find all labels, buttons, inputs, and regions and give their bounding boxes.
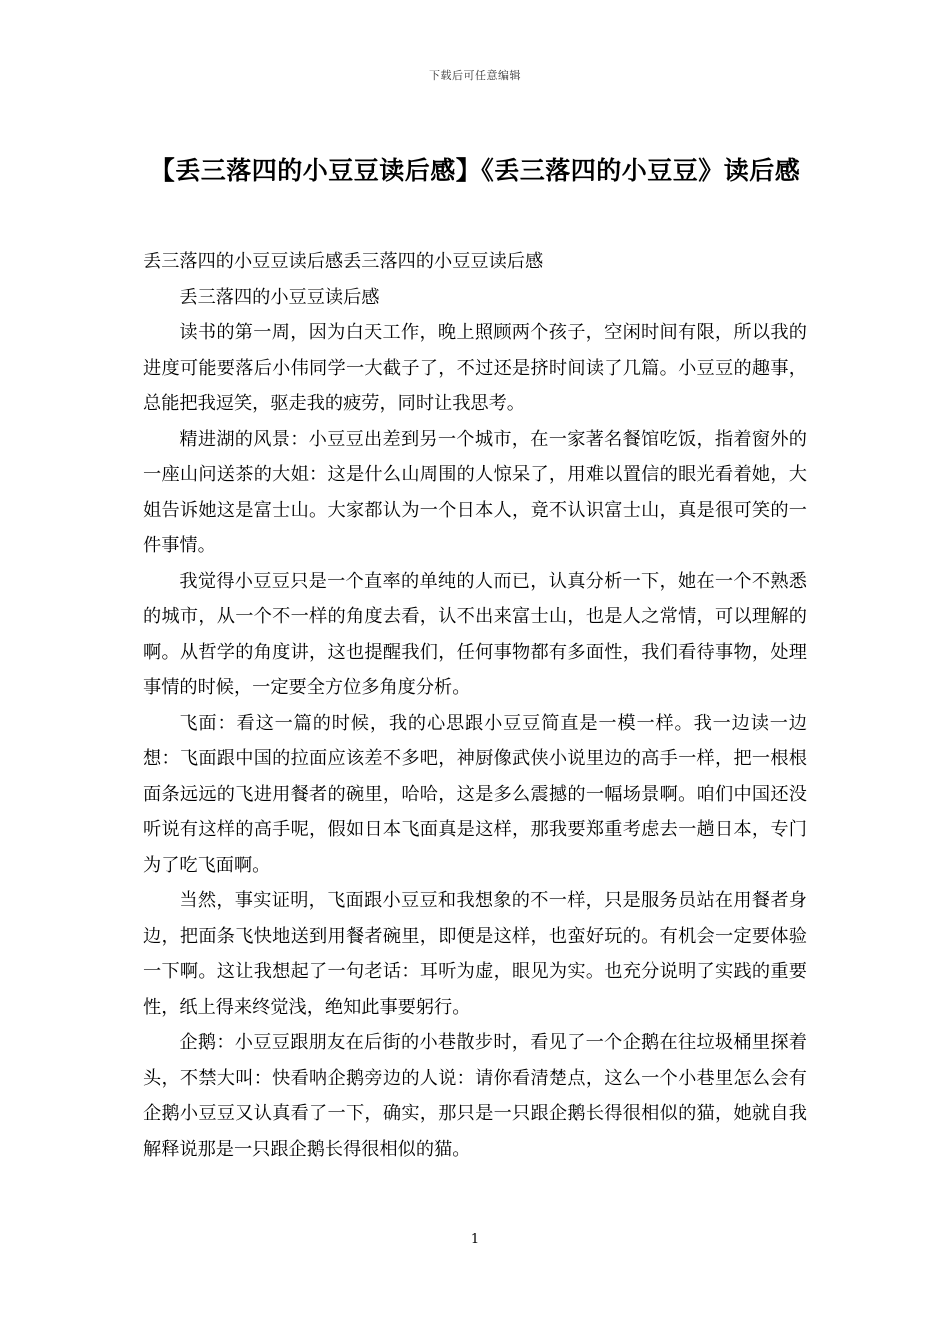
body-paragraph: 丢三落四的小豆豆读后感丢三落四的小豆豆读后感 (143, 251, 544, 272)
body-paragraph: 飞面：看这一篇的时候，我的心思跟小豆豆简直是一模一样。我一边读一边想：飞面跟中国的拉面应该差不多吧，神厨像武侠小说里边的高手一样，把一根根面条远远的飞进用餐者的碗里，哈哈，这是多么震撼的一幅场景啊。咱们中国还没听说有这样的高手呢，假如日本飞面真是这样，那我要郑重考虑去一趟日本，专门为了吃飞面啊。 (143, 712, 807, 876)
document-body (143, 244, 807, 1167)
page-number: 1 (470, 1232, 480, 1247)
body-paragraph: 企鹅：小豆豆跟朋友在后街的小巷散步时，看见了一个企鹅在往垃圾桶里探着头，不禁大叫：快看呐企鹅旁边的人说：请你看清楚点，这么一个小巷里怎么会有企鹅小豆豆又认真看了一下，确实，那只是一只跟企鹅长得很相似的猫，她就自我解释说那是一只跟企鹅长得很相似的猫。 (143, 1032, 807, 1160)
body-paragraph: 精进湖的风景：小豆豆出差到另一个城市，在一家著名餐馆吃饭，指着窗外的一座山问送茶的大姐：这是什么山周围的人惊呆了，用难以置信的眼光看着她，大姐告诉她这是富士山。大家都认为一个日本人，竟不认识富士山，真是很可笑的一件事情。 (143, 428, 807, 556)
body-paragraph: 当然，事实证明，飞面跟小豆豆和我想象的不一样，只是服务员站在用餐者身边，把面条飞快地送到用餐者碗里，即便是这样，也蛮好玩的。有机会一定要体验一下啊。这让我想起了一句老话：耳听为虚，眼见为实。也充分说明了实践的重要性，纸上得来终觉浅，绝知此事要躬行。 (143, 890, 807, 1018)
body-paragraph: 丢三落四的小豆豆读后感 (179, 286, 380, 308)
body-paragraph: 读书的第一周，因为白天工作，晚上照顾两个孩子，空闲时间有限，所以我的进度可能要落后小伟同学一大截子了，不过还是挤时间读了几篇。小豆豆的趣事，总能把我逗笑，驱走我的疲劳，同时让我思考。 (143, 322, 807, 414)
body-paragraph: 我觉得小豆豆只是一个直率的单纯的人而已，认真分析一下，她在一个不熟悉的城市，从一个不一样的角度去看，认不出来富士山，也是人之常情，可以理解的啊。从哲学的角度讲，这也提醒我们，任何事物都有多面性，我们看待事物，处理事情的时候，一定要全方位多角度分析。 (143, 570, 807, 698)
header-note: 下载后可任意编辑 (429, 69, 521, 82)
document-title: 【丢三落四的小豆豆读后感】《丢三落四的小豆豆》读后感 (149, 156, 801, 185)
